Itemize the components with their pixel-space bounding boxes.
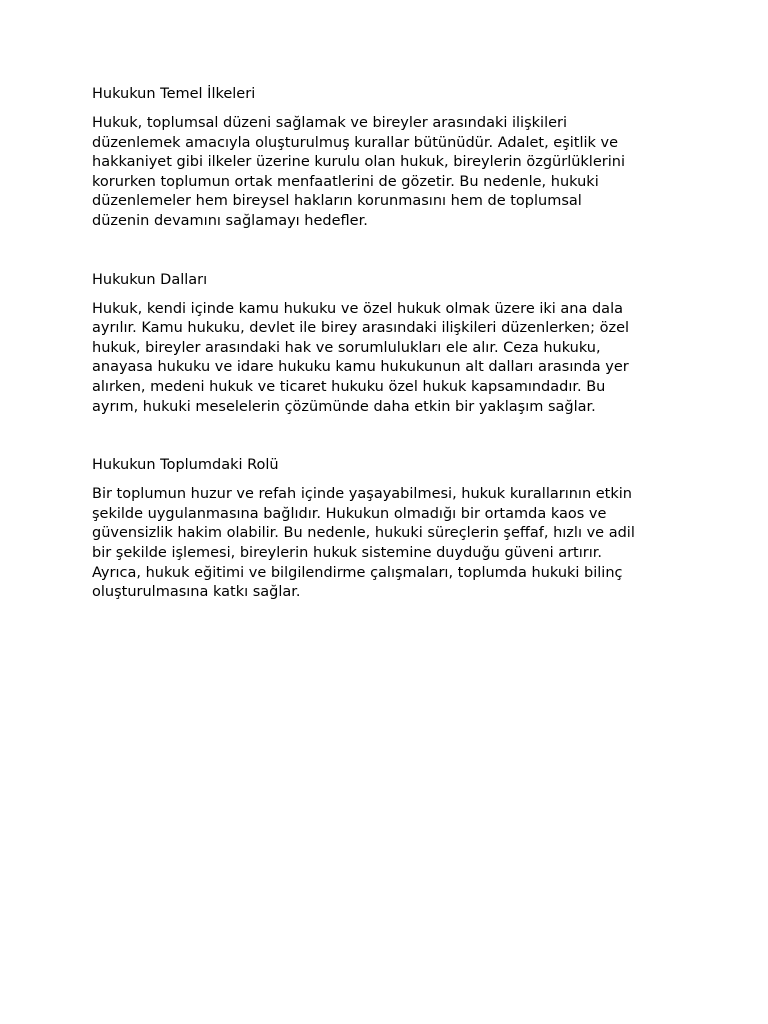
document-page bbox=[92, 84, 682, 603]
section-heading: Hukukun Toplumdaki Rolü bbox=[92, 457, 279, 474]
section-heading: Hukukun Dalları bbox=[92, 271, 208, 288]
section-temel-ilkeler bbox=[92, 84, 682, 232]
section-heading: Hukukun Temel İlkeleri bbox=[92, 86, 256, 102]
section-toplumdaki-rol bbox=[92, 455, 682, 603]
section-dallar bbox=[92, 270, 682, 418]
section-paragraph: Hukuk, toplumsal düzeni sağlamak ve bireyler arasındaki ilişkileri düzenlemek amacıyla oluşturulmuş kurallar bütünüdür. Adalet, eşitlik ve hakkaniyet gibi ilkeler üzerine kurulu olan hukuk, bireylerin özgürlüklerini korurken toplumun ortak menfaatlerini de gözetir. Bu nedenle, hukuki düzenlemeler hem bireysel hakların korunmasını hem de toplumsal düzenin devamını sağlamayı hedefler. bbox=[92, 115, 625, 229]
section-paragraph: Bir toplumun huzur ve refah içinde yaşayabilmesi, hukuk kurallarının etkin şekilde uygulanmasına bağlıdır. Hukukun olmadığı bir ortamda kaos ve güvensizlik hakim olabilir. Bu nedenle, hukuki süreçlerin şeffaf, hızlı ve adil bir şekilde işlemesi, bireylerin hukuk sistemine duyduğu güveni artırır. Ayrıca, hukuk eğitimi ve bilgilendirme çalışmaları, toplumda hukuki bilinç oluşturulmasına katkı sağlar. bbox=[92, 486, 635, 601]
section-paragraph: Hukuk, kendi içinde kamu hukuku ve özel hukuk olmak üzere iki ana dala ayrılır. Kamu hukuku, devlet ile birey arasındaki ilişkileri düzenlerken; özel hukuk, bireyler arasındaki hak ve sorumlulukları ele alır. Ceza hukuku, anayasa hukuku ve idare hukuku kamu hukukunun alt dalları arasında yer alırken, medeni hukuk ve ticaret hukuku özel hukuk kapsamındadır. Bu ayrım, hukuki meselelerin çözümünde daha etkin bir yaklaşım sağlar. bbox=[92, 300, 630, 415]
